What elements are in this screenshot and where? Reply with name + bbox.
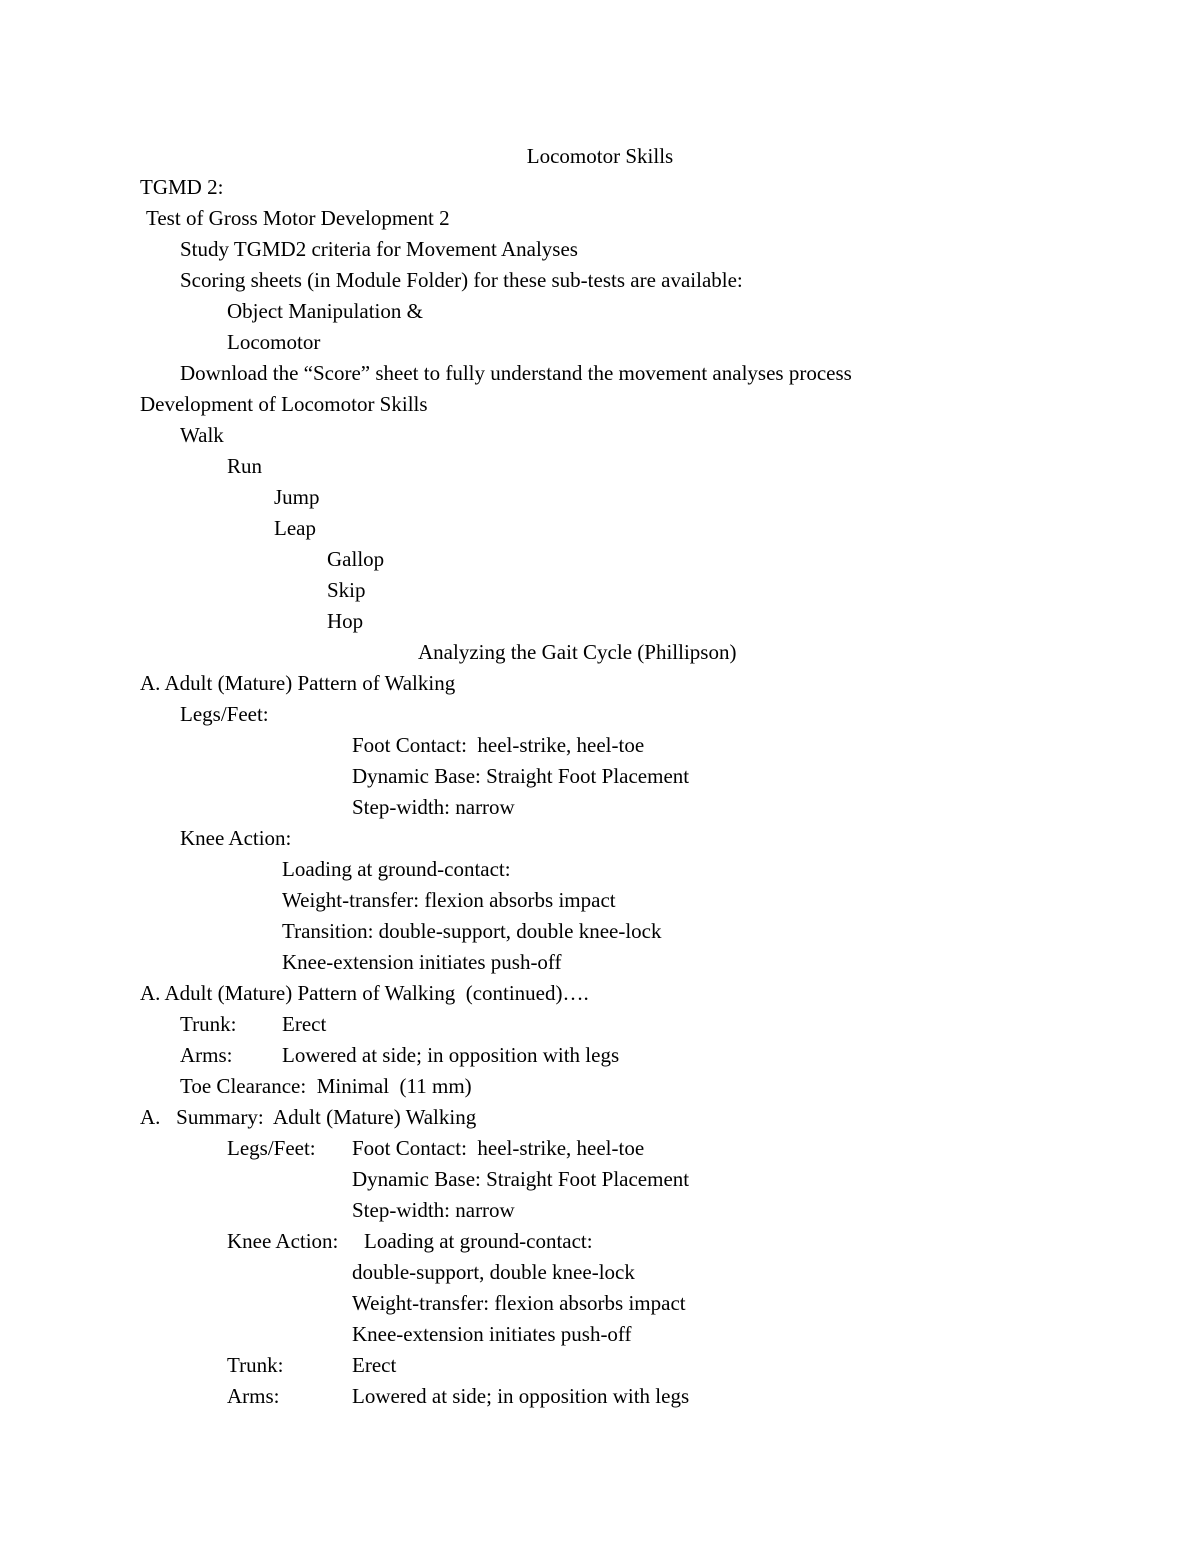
tgmd-scoring-line: Scoring sheets (in Module Folder) for these sub-tests are available: — [180, 268, 743, 292]
tgmd-study-line: Study TGMD2 criteria for Movement Analyses — [180, 237, 578, 261]
tgmd-download-line: Download the “Score” sheet to fully understand the movement analyses process — [180, 361, 852, 385]
section-a-knee-label: Knee Action: — [180, 826, 292, 850]
section-a-step-width: Step-width: narrow — [352, 795, 515, 819]
summary-weight-transfer: Weight-transfer: flexion absorbs impact — [352, 1291, 686, 1315]
summary-legs-label: Legs/Feet: — [227, 1136, 316, 1160]
section-a-cont-heading: A. Adult (Mature) Pattern of Walking (continued)…. — [140, 981, 589, 1005]
page-title: Locomotor Skills — [526, 144, 674, 168]
summary-loading: Loading at ground-contact: — [364, 1229, 593, 1253]
section-a-heading: A. Adult (Mature) Pattern of Walking — [140, 671, 456, 695]
section-a-foot-contact: Foot Contact: heel-strike, heel-toe — [352, 733, 645, 757]
tgmd-subtest-locomotor: Locomotor — [227, 330, 321, 354]
section-a-cont-trunk-value: Erect — [282, 1012, 327, 1036]
summary-trunk-label: Trunk: — [227, 1353, 284, 1377]
tgmd-full-name: Test of Gross Motor Development 2 — [146, 206, 450, 230]
summary-knee-label: Knee Action: — [227, 1229, 339, 1253]
tgmd-subtest-object: Object Manipulation & — [227, 299, 423, 323]
section-a-cont-arms-value: Lowered at side; in opposition with legs — [282, 1043, 620, 1067]
summary-step-width: Step-width: narrow — [352, 1198, 515, 1222]
development-heading: Development of Locomotor Skills — [140, 392, 428, 416]
summary-heading: A. Summary: Adult (Mature) Walking — [140, 1105, 477, 1129]
summary-arms-label: Arms: — [227, 1384, 280, 1408]
skill-hop: Hop — [327, 609, 364, 633]
skill-run: Run — [227, 454, 263, 478]
gait-heading: Analyzing the Gait Cycle (Phillipson) — [418, 640, 737, 664]
summary-double-support: double-support, double knee-lock — [352, 1260, 635, 1284]
skill-walk: Walk — [180, 423, 224, 447]
section-a-legs-label: Legs/Feet: — [180, 702, 269, 726]
summary-knee-extension: Knee-extension initiates push-off — [352, 1322, 632, 1346]
section-a-weight-transfer: Weight-transfer: flexion absorbs impact — [282, 888, 616, 912]
section-a-transition: Transition: double-support, double knee-lock — [282, 919, 662, 943]
summary-dynamic-base: Dynamic Base: Straight Foot Placement — [352, 1167, 690, 1191]
skill-skip: Skip — [327, 578, 366, 602]
tgmd-heading: TGMD 2: — [140, 175, 224, 199]
section-a-dynamic-base: Dynamic Base: Straight Foot Placement — [352, 764, 690, 788]
section-a-knee-extension: Knee-extension initiates push-off — [282, 950, 562, 974]
skill-leap: Leap — [274, 516, 316, 540]
section-a-cont-toe-clearance: Toe Clearance: Minimal (11 mm) — [180, 1074, 472, 1098]
section-a-loading: Loading at ground-contact: — [282, 857, 511, 881]
section-a-cont-trunk-label: Trunk: — [180, 1012, 237, 1036]
skill-jump: Jump — [274, 485, 320, 509]
section-a-cont-arms-label: Arms: — [180, 1043, 233, 1067]
summary-arms-value: Lowered at side; in opposition with legs — [352, 1384, 690, 1408]
skill-gallop: Gallop — [327, 547, 385, 571]
summary-trunk-value: Erect — [352, 1353, 397, 1377]
summary-foot-contact: Foot Contact: heel-strike, heel-toe — [352, 1136, 645, 1160]
